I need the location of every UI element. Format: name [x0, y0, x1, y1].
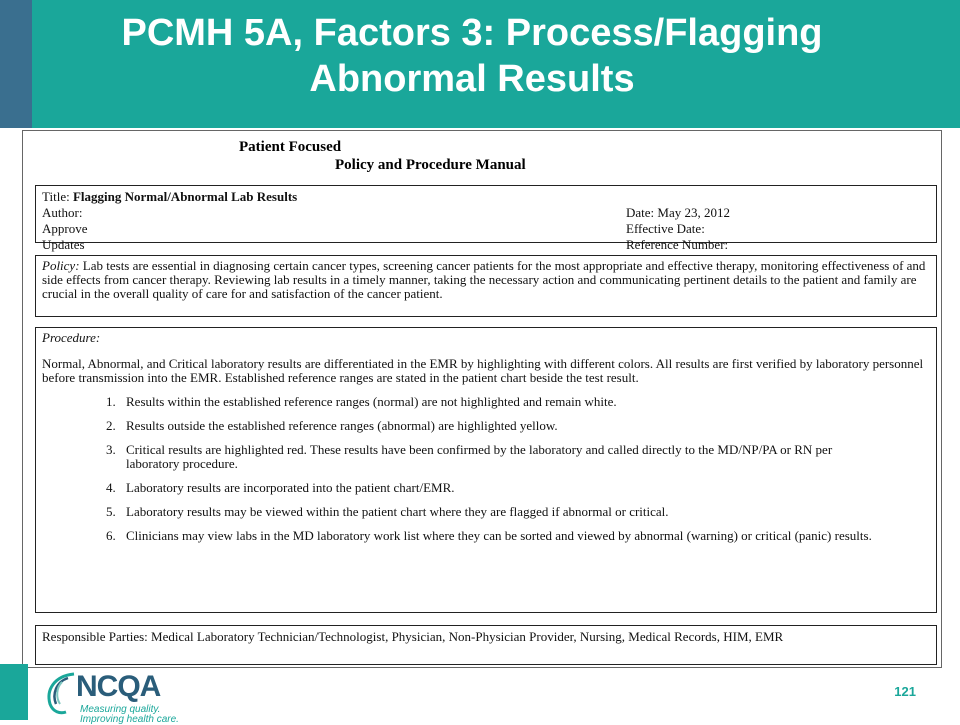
- footer-left-accent: [0, 664, 28, 720]
- procedure-item: 5. Laboratory results may be viewed within the patient chart where they are flagged if abnormal or critical.: [106, 504, 669, 519]
- logo-tagline-1: Measuring quality.: [80, 704, 161, 715]
- procedure-item: 6. Clinicians may view labs in the MD laboratory work list where they can be sorted and viewed by abnormal (warning) or critical (panic) results.: [106, 528, 872, 543]
- reference-number-label: Reference Number:: [626, 237, 729, 252]
- document-subheader: Policy and Procedure Manual: [335, 157, 526, 173]
- policy-text: Lab tests are essential in diagnosing certain cancer types, screening cancer patients for the most appropriate and effective therapy, monitoring effectiveness of and side effects from cancer therapy. Reviewing lab results in a timely manner, taking the necessary action and communicating pertinent details to the patient and family are crucial in the overall quality of care for and satisfaction of the cancer patient.: [42, 258, 926, 301]
- responsible-parties-text: Responsible Parties: Medical Laboratory Technician/Technologist, Physician, Non-Physician Provider, Nursing, Medical Records, HIM, EMR: [42, 629, 784, 644]
- updates-label: Updates: [42, 237, 85, 252]
- policy-box: [35, 255, 937, 317]
- policy-label: Policy:: [42, 258, 80, 273]
- procedure-item: 3. Critical results are highlighted red. These results have been confirmed by the laboratory and called directly to the MD/NP/PA or RN per laboratory procedure.: [106, 442, 833, 471]
- logo-tagline-2: Improving health care.: [80, 714, 179, 725]
- page-number: 121: [894, 684, 916, 699]
- document-header: Patient Focused: [239, 139, 342, 155]
- policy-document-image: [22, 130, 942, 668]
- procedure-intro: Normal, Abnormal, and Critical laboratory results are differentiated in the EMR by highlighting with different colors. All results are first verified by laboratory personnel before transmission into the EMR. Established reference ranges are stated in the patient chart beside the test result.: [42, 356, 924, 385]
- ncqa-wordmark: NCQA: [76, 670, 161, 703]
- approved-label: Approve: [42, 221, 88, 236]
- procedure-label: Procedure:: [42, 330, 101, 345]
- slide-title-line2: Abnormal Results: [309, 58, 635, 100]
- procedure-item: 4. Laboratory results are incorporated into the patient chart/EMR.: [106, 480, 455, 495]
- title-value: Flagging Normal/Abnormal Lab Results: [72, 189, 298, 204]
- date-label: Date:: [626, 205, 655, 220]
- procedure-item: 2. Results outside the established reference ranges (abnormal) are highlighted yellow.: [106, 418, 558, 433]
- effective-date-label: Effective Date:: [626, 221, 705, 236]
- ncqa-logo: [44, 666, 184, 725]
- procedure-item: 1. Results within the established reference ranges (normal) are not highlighted and remain white.: [106, 394, 617, 409]
- title-label: Title:: [42, 189, 70, 204]
- author-label: Author:: [42, 205, 83, 220]
- slide-title-line1: PCMH 5A, Factors 3: Process/Flagging: [121, 12, 823, 54]
- slide-title: [32, 10, 912, 102]
- header-left-accent: [0, 0, 32, 128]
- procedure-box: [35, 327, 937, 613]
- title-box: [35, 185, 937, 252]
- responsible-parties-box: [35, 625, 937, 665]
- date-value: May 23, 2012: [657, 205, 730, 220]
